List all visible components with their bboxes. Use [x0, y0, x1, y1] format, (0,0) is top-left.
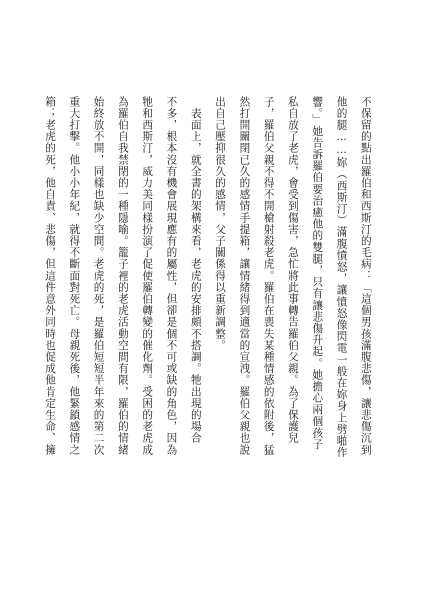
text-column: 不多，根本沒有機會展現應有的屬性，但卻是個不可或缺的角色，因為: [165, 96, 178, 456]
text-column: 子，羅伯父親不得不開槍射殺老虎。羅伯在喪失某種情感的依附後，猛: [262, 96, 275, 456]
text-column: 響。」她告訴羅伯要治癒他的雙腿，只有讓悲傷升起。她擔心兩個孩子: [311, 96, 324, 451]
text-column: 表面上，就全書的架構來看，老虎的安排頗不搭調。牠出現的場合: [189, 96, 202, 444]
text-column: 為羅伯自我禁閉的一種隱喻。籠子裡的老虎活動空間有限，羅伯的情緒: [116, 96, 129, 456]
text-column: 然打開關閉已久的感情手提箱，讓情緒得到適當的宣洩。羅伯父親也說: [238, 96, 251, 456]
text-column: 牠和西斯汀，威力美同樣扮演了促使羅伯轉變的催化劑。受困的老虎成: [141, 96, 154, 456]
text-column: 私自放了老虎，會受到傷害，急忙將此事轉告羅伯父親。為了保護兒: [286, 96, 299, 444]
text-column: 重大打擊。他小小年紀，就得不斷面對死亡。母親死後，他緊鎖感情之: [68, 96, 81, 456]
text-column: 始終放不開，同樣也缺少空間。老虎的死，是羅伯短短半年來的第二次: [92, 96, 105, 456]
vertical-text-block: [43, 96, 373, 536]
text-column: 箱；老虎的死，他自責、悲傷，但這件意外同時也促成他肯定生命、擁: [44, 96, 56, 456]
text-column: 不保留的點出羅伯和西斯汀的毛病：「這個男孩滿腹悲傷，讓悲傷沉到: [359, 96, 372, 456]
text-column: 他的腿……妳（西斯汀）滿腹憤怒，讓憤怒像閃電一般在妳身上劈啪作: [335, 96, 348, 459]
text-column: 出自己壓抑很久的感情，父子關係得以重新調整。: [214, 96, 227, 352]
